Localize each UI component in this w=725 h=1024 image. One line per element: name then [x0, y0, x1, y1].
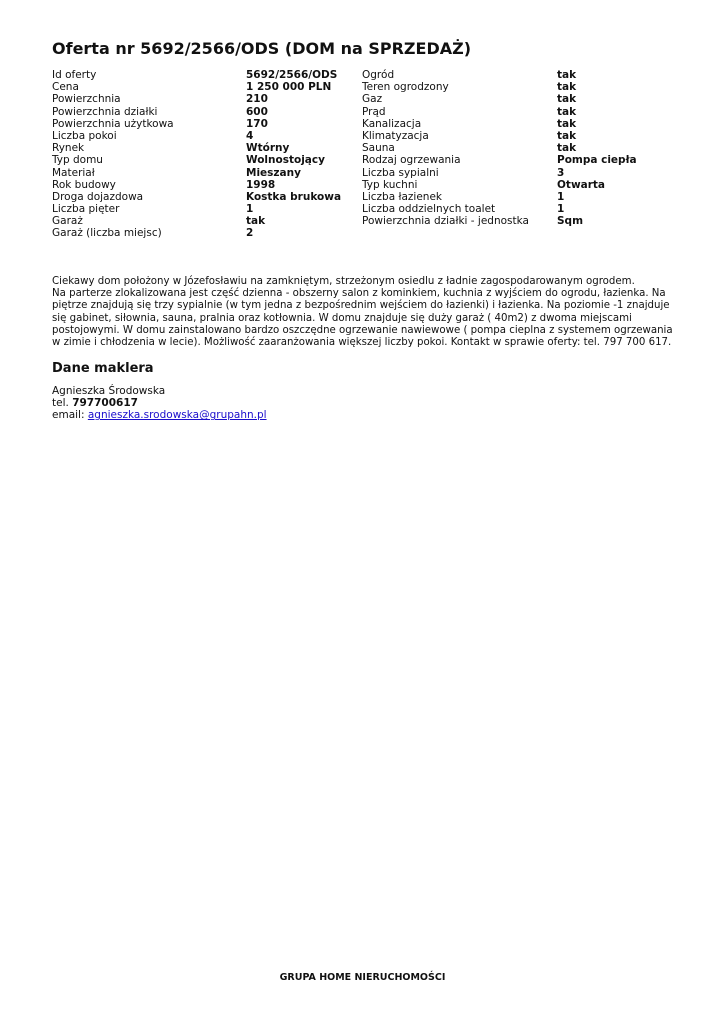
agent-contact: [52, 385, 267, 422]
detail-label: Ogród: [362, 69, 395, 81]
detail-value: 1: [557, 203, 565, 216]
detail-label: Prąd: [362, 105, 386, 118]
detail-label: Powierzchnia użytkowa: [52, 117, 174, 130]
detail-label: Cena: [52, 81, 79, 94]
detail-value: Pompa ciepła: [557, 154, 637, 167]
detail-value: 170: [246, 117, 268, 130]
detail-label: Materiał: [52, 166, 95, 179]
offer-details: [52, 69, 652, 249]
detail-label: Powierzchnia działki - jednostka: [362, 215, 529, 228]
detail-value: Wolnostojący: [246, 154, 325, 167]
detail-label: Rynek: [52, 142, 85, 155]
page-title: Oferta nr 5692/2566/ODS (DOM na SPRZEDAŻ): [52, 39, 472, 58]
agent-heading: Dane maklera: [52, 361, 154, 376]
detail-value: 3: [557, 166, 565, 179]
detail-value: Mieszany: [246, 166, 301, 179]
detail-value: 1: [557, 190, 565, 203]
description-paragraph: Na parterze zlokalizowana jest część dzienna - obszerny salon z kominkiem, kuchnia z wyjściem do ogrodu, łazienka. Na piętrze znajdują się trzy sypialnie (w tym jedna z bezpośrednim wejściem do łazienki) i łazienka. Na poziomie -1 znajduje się gabinet, siłownia, sauna, pralnia oraz kotłownia. W domu znajduje się duży garaż ( 40m2) z dwoma miejscami postojowymi. W domu zainstalowano bardzo oszczędne ogrzewanie nawiewowe ( pompa cieplna z systemem ogrzewania w zimie i chłodzenia w lecie). Możliwość zaaranżowania większej liczby pokoi. Kontakt w sprawie oferty: tel. 797 700 617.: [52, 288, 673, 349]
detail-label: Powierzchnia działki: [52, 105, 158, 118]
detail-value: 1: [246, 203, 254, 216]
detail-value: Kostka brukowa: [246, 190, 342, 203]
detail-value: Sqm: [557, 215, 584, 228]
phone-label: tel.: [52, 397, 69, 410]
detail-label: Garaż: [52, 215, 83, 228]
detail-label: Liczba pięter: [52, 203, 120, 216]
agent-email-line: [52, 409, 267, 421]
detail-label: Gaz: [362, 93, 383, 106]
detail-label: Garaż (liczba miejsc): [52, 227, 162, 240]
detail-value: 1 250 000 PLN: [246, 81, 332, 94]
agent-email-link[interactable]: agnieszka.srodowska@grupahn.pl: [87, 409, 267, 422]
detail-label: Kanalizacja: [362, 117, 422, 130]
agent-phone-line: [52, 397, 267, 409]
detail-label: Sauna: [362, 142, 395, 155]
detail-value: tak: [246, 215, 266, 228]
detail-value: tak: [557, 142, 577, 155]
detail-label: Teren ogrodzony: [362, 81, 449, 94]
detail-value: 600: [246, 105, 268, 118]
detail-value: tak: [557, 129, 577, 142]
detail-value: 5692/2566/ODS: [246, 69, 338, 81]
detail-value: 4: [246, 129, 254, 142]
detail-value: tak: [557, 81, 577, 94]
detail-value: Otwarta: [557, 178, 606, 191]
detail-label: Liczba pokoi: [52, 129, 117, 142]
agent-name: Agnieszka Środowska: [52, 385, 166, 397]
detail-value: 2: [246, 227, 254, 240]
footer-company-name: GRUPA HOME NIERUCHOMOŚCI: [279, 972, 446, 983]
detail-label: Typ domu: [52, 154, 103, 167]
detail-label: Rok budowy: [52, 178, 116, 191]
detail-label: Powierzchnia: [52, 93, 121, 106]
detail-label: Liczba sypialni: [362, 166, 439, 179]
description-paragraph: Ciekawy dom położony w Józefosławiu na zamkniętym, strzeżonym osiedlu z ładnie zagospodarowanym ogrodem.: [52, 276, 635, 287]
detail-label: Rodzaj ogrzewania: [362, 154, 461, 167]
detail-value: 1998: [246, 178, 276, 191]
offer-description: [52, 276, 674, 349]
detail-label: Liczba oddzielnych toalet: [362, 203, 496, 216]
detail-value: Wtórny: [246, 142, 290, 155]
detail-label: Id oferty: [52, 69, 97, 81]
detail-value: tak: [557, 69, 577, 81]
agent-phone: 797700617: [72, 397, 138, 410]
email-label: email:: [52, 409, 85, 422]
detail-value: tak: [557, 105, 577, 118]
detail-label: Liczba łazienek: [362, 190, 442, 203]
detail-value: tak: [557, 93, 577, 106]
detail-label: Droga dojazdowa: [52, 190, 144, 203]
detail-value: tak: [557, 117, 577, 130]
detail-label: Klimatyzacja: [362, 129, 429, 142]
detail-value: 210: [246, 93, 268, 106]
detail-label: Typ kuchni: [362, 178, 418, 191]
